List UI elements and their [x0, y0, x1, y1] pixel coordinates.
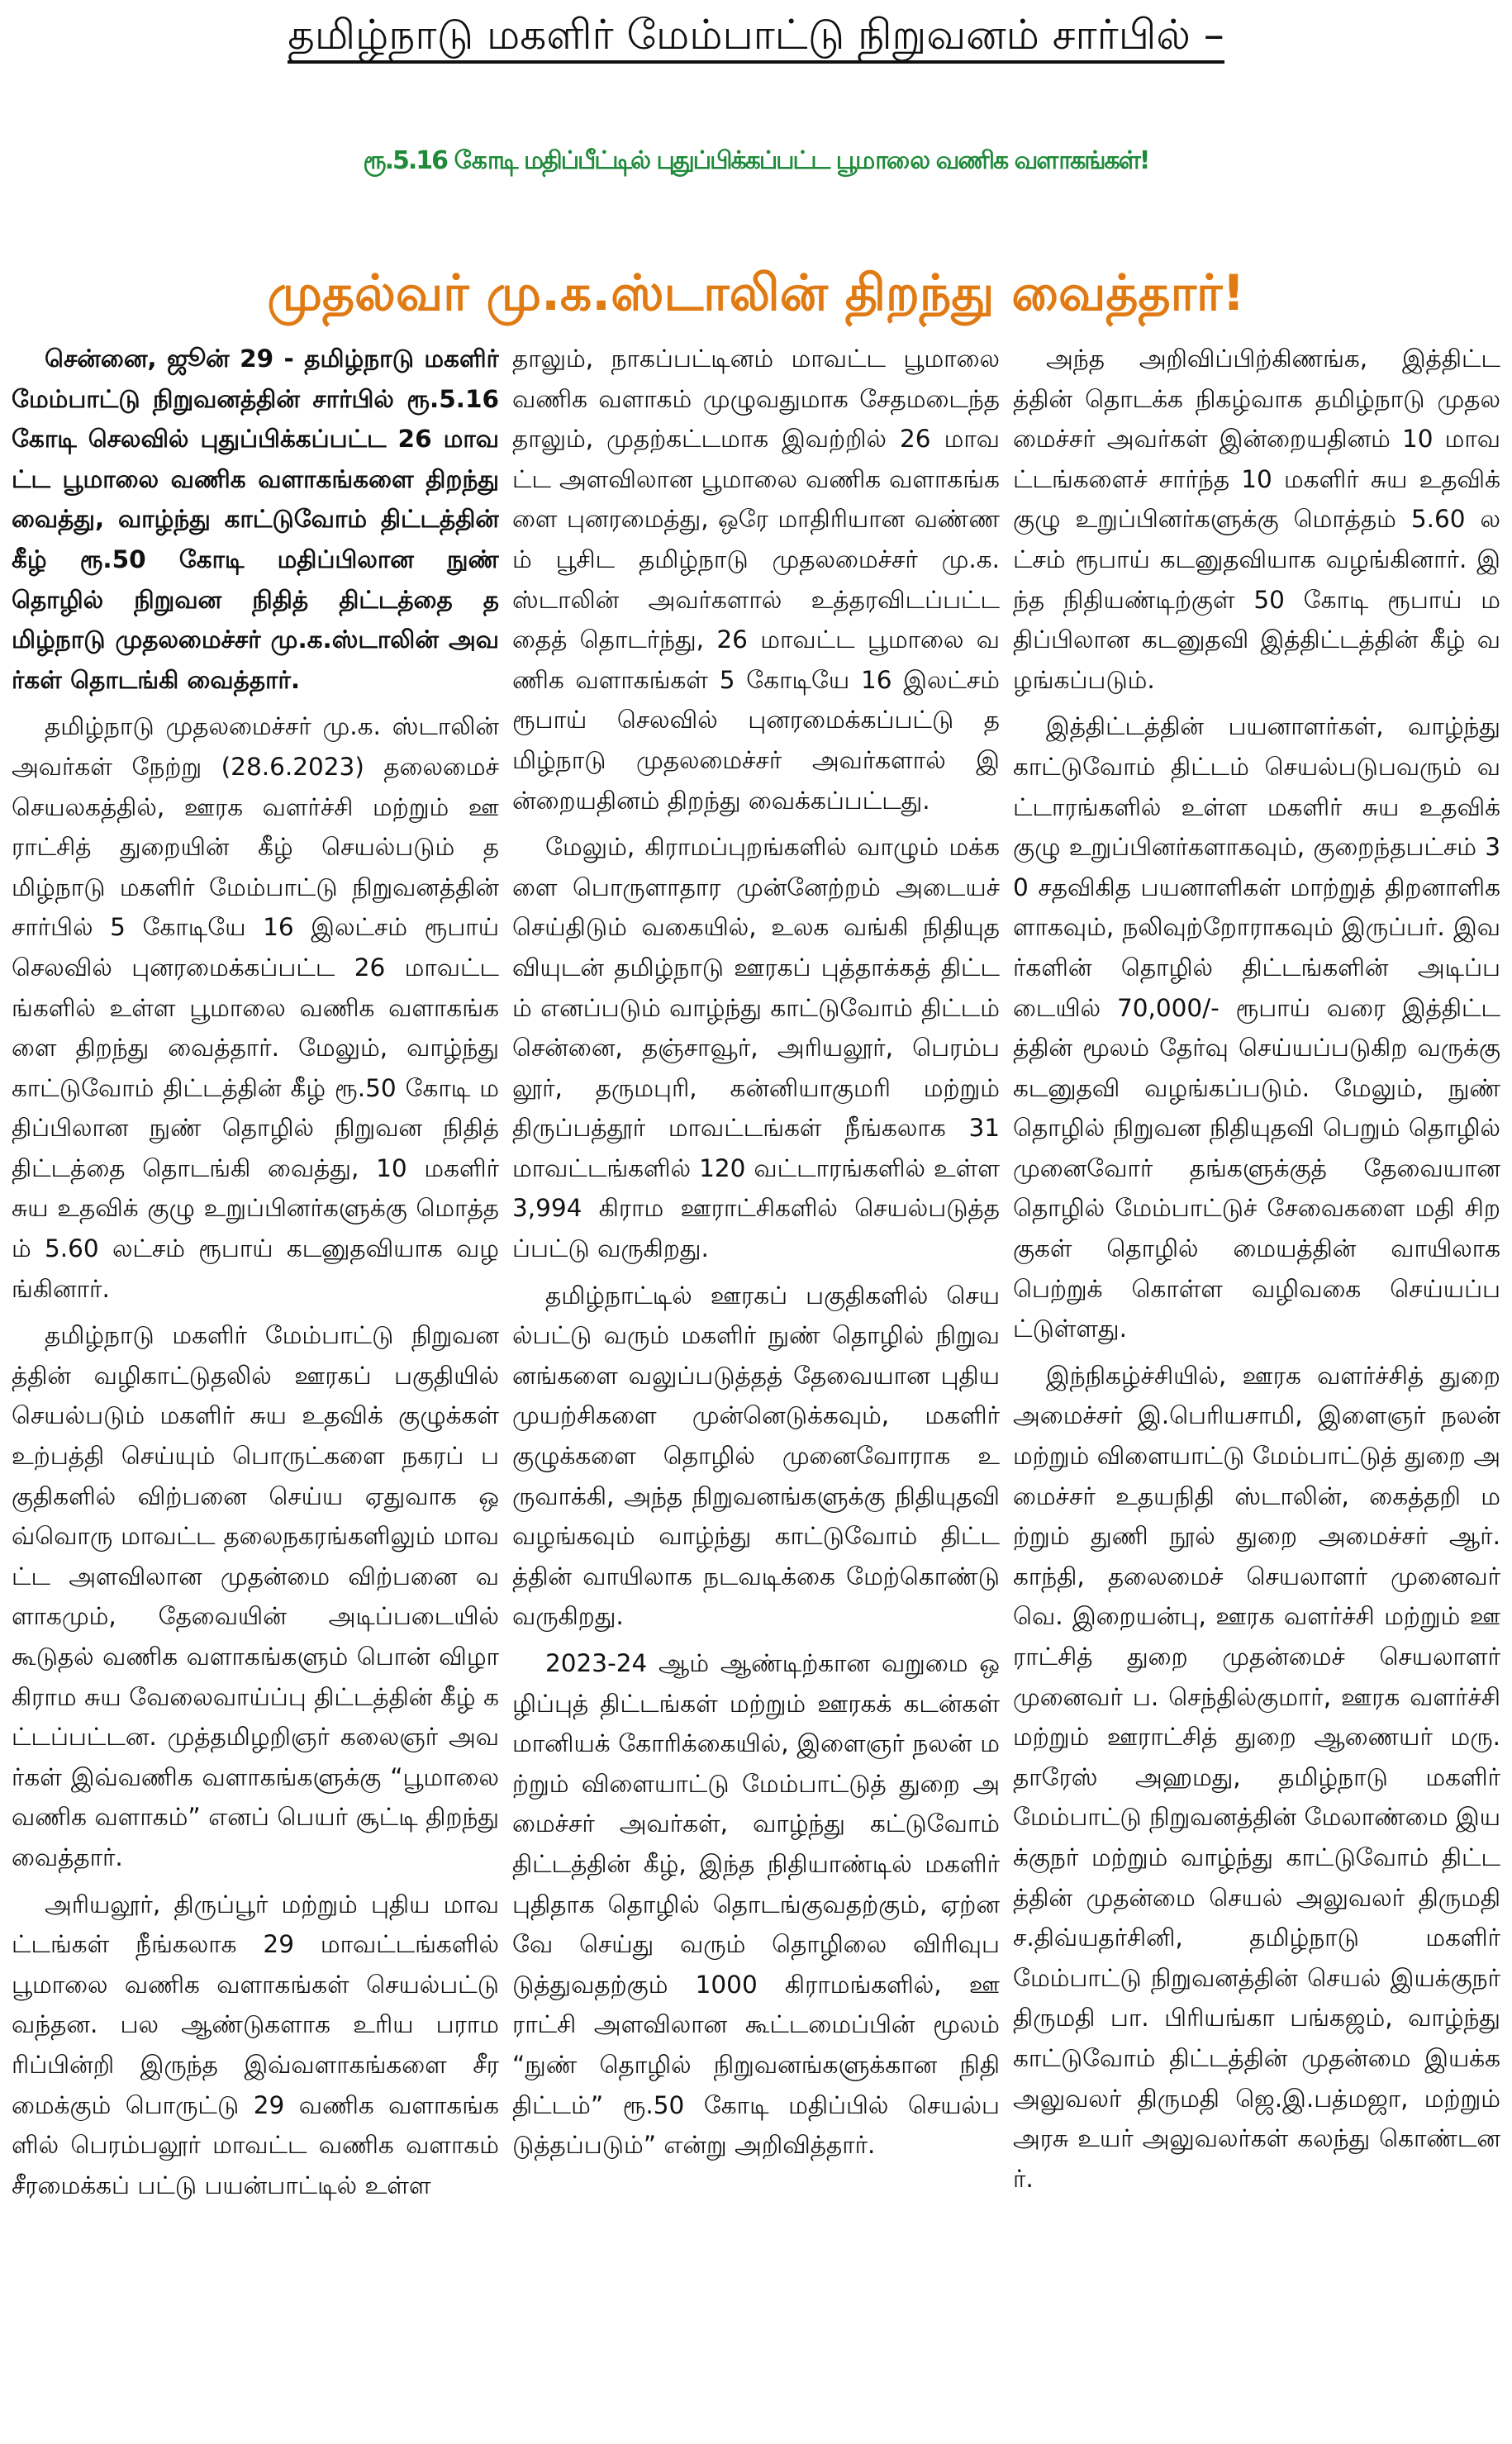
column-2 [512, 339, 1000, 2437]
kicker-line [0, 7, 1512, 63]
paragraph: தாலும், நாகப்பட்டினம் மாவட்ட பூமாலை வணிக வளாகம் முழுவதுமாக சேதமடைந்ததாலும், முதற்கட்டமாக இவற்றில் 26 மாவட்ட அளவிலான பூமாலை வணிக வளாகங்களை புனரமைத்து, ஒரே மாதிரியான வண்ணம் பூசிட தமிழ்நாடு முதலமைச்சர் மு.க. ஸ்டாலின் அவர்களால் உத்தரவிடப்பட்டதைத் தொடர்ந்து, 26 மாவட்ட பூமாலை வணிக வளாகங்கள் 5 கோடியே 16 இலட்சம் ரூபாய் செலவில் புனரமைக்கப்பட்டு தமிழ்நாடு முதலமைச்சர் அவர்களால் இன்றையதினம் திறந்து வைக்கப்பட்டது. [512, 345, 1000, 815]
kicker-text: தமிழ்நாடு மகளிர் மேம்பாட்டு நிறுவனம் சார்பில் – [288, 11, 1224, 64]
paragraph: தமிழ்நாட்டில் ஊரகப் பகுதிகளில் செயல்பட்டு வரும் மகளிர் நுண் தொழில் நிறுவனங்களை வலுப்படுத்தத் தேவையான புதிய முயற்சிகளை முன்னெடுக்கவும், மகளிர் குழுக்களை தொழில் முனைவோராக உருவாக்கி, அந்த நிறுவனங்களுக்கு நிதியுதவி வழங்கவும் வாழ்ந்து காட்டுவோம் திட்டத்தின் வாயிலாக நடவடிக்கை மேற்கொண்டு வருகிறது. [512, 1281, 1000, 1631]
paragraph: 2023-24 ஆம் ஆண்டிற்கான வறுமை ஒழிப்புத் திட்டங்கள் மற்றும் ஊரகக் கடன்கள் மானியக் கோரிக்கையில், இளைஞர் நலன் மற்றும் விளையாட்டு மேம்பாட்டுத் துறை அமைச்சர் அவர்கள், வாழ்ந்து கட்டுவோம் திட்டத்தின் கீழ், இந்த நிதியாண்டில் மகளிர் புதிதாக தொழில் தொடங்குவதற்கும், ஏற்னவே செய்து வரும் தொழிலை விரிவுபடுத்துவதற்கும் 1000 கிராமங்களில், ஊராட்சி அளவிலான கூட்டமைப்பின் மூலம் “நுண் தொழில் நிறுவனங்களுக்கான நிதி திட்டம்” ரூ.50 கோடி மதிப்பில் செயல்படுத்தப்படும்” என்று அறிவித்தார். [512, 1649, 1000, 2160]
paragraph: இத்திட்டத்தின் பயனாளர்கள், வாழ்ந்து காட்டுவோம் திட்டம் செயல்படுபவரும் வட்டாரங்களில் உள்ள மகளிர் சுய உதவிக் குழு உறுப்பினர்களாகவும், குறைந்தபட்சம் 30 சதவிகித பயனாளிகள் மாற்றுத் திறனாளிகளாகவும், நலிவுற்றோராகவும் இருப்பர். இவர்களின் தொழில் திட்டங்களின் அடிப்படையில் 70,000/- ரூபாய் வரை இத்திட்டத்தின் மூலம் தேர்வு செய்யப்படுகிற வருக்கு கடனுதவி வழங்கப்படும். மேலும், நுண் தொழில் நிறுவன நிதியுதவி பெறும் தொழில் முனைவோர் தங்களுக்குத் தேவையான தொழில் மேம்பாட்டுச் சேவைகளை மதி சிறகுகள் தொழில் மையத்தின் வாயிலாக பெற்றுக் கொள்ள வழிவகை செய்யப்பட்டுள்ளது. [1013, 712, 1500, 1343]
dateline: சென்னை, ஜூன் 29 - [45, 345, 294, 373]
column-1 [12, 339, 499, 2437]
lead-paragraph [12, 339, 499, 700]
paragraph: தமிழ்நாடு மகளிர் மேம்பாட்டு நிறுவனத்தின் வழிகாட்டுதலில் ஊரகப் பகுதியில் செயல்படும் மகளிர் சுய உதவிக் குழுக்கள் உற்பத்தி செய்யும் பொருட்களை நகரப் பகுதிகளில் விற்பனை செய்ய ஏதுவாக ஒவ்வொரு மாவட்ட தலைநகரங்களிலும் மாவட்ட அளவிலான முதன்மை விற்பனை வளாகமும், தேவையின் அடிப்படையில் கூடுதல் வணிக வளாகங்களும் பொன் விழா கிராம சுய வேலைவாய்ப்பு திட்டத்தின் கீழ் கட்டப்பட்டன. முத்தமிழறிஞர் கலைஞர் அவர்கள் இவ்வணிக வளாகங்களுக்கு “பூமாலை வணிக வளாகம்” எனப் பெயர் சூட்டி திறந்து வைத்தார். [12, 1321, 499, 1871]
headline: ரூ.5.16 கோடி மதிப்பீட்டில் புதுப்பிக்கப்பட்ட பூமாலை வணிக வளாகங்கள்! [363, 146, 1149, 175]
paragraph: மேலும், கிராமப்புறங்களில் வாழும் மக்களை பொருளாதார முன்னேற்றம் அடையச் செய்திடும் வகையில், உலக வங்கி நிதியுதவியுடன் தமிழ்நாடு ஊரகப் புத்தாக்கத் திட்டம் எனப்படும் வாழ்ந்து காட்டுவோம் திட்டம் சென்னை, தஞ்சாவூர், அரியலூர், பெரம்பலூர், தருமபுரி, கன்னியாகுமரி மற்றும் திருப்பத்தூர் மாவட்டங்கள் நீங்கலாக 31 மாவட்டங்களில் 120 வட்டாரங்களில் உள்ள 3,994 கிராம ஊராட்சிகளில் செயல்படுத்தப்பட்டு வருகிறது. [512, 833, 1000, 1263]
paragraph: அந்த அறிவிப்பிற்கிணங்க, இத்திட்டத்தின் தொடக்க நிகழ்வாக தமிழ்நாடு முதலமைச்சர் அவர்கள் இன்றையதினம் 10 மாவட்டங்களைச் சார்ந்த 10 மகளிர் சுய உதவிக் குழு உறுப்பினர்களுக்கு மொத்தம் 5.60 லட்சம் ரூபாய் கடனுதவியாக வழங்கினார். இந்த நிதியண்டிற்குள் 50 கோடி ரூபாய் மதிப்பிலான கடனுதவி இத்திட்டத்தின் கீழ் வழங்கப்படும். [1013, 345, 1500, 694]
paragraph: அரியலூர், திருப்பூர் மற்றும் புதிய மாவட்டங்கள் நீங்கலாக 29 மாவட்டங்களில் பூமாலை வணிக வளாகங்கள் செயல்பட்டு வந்தன. பல ஆண்டுகளாக உரிய பராமரிப்பின்றி இருந்த இவ்வளாகங்களை சீரமைக்கும் பொருட்டு 29 வணிக வளாகங்களில் பெரம்பலூர் மாவட்ட வணிக வளாகம் சீரமைக்கப் பட்டு பயன்பாட்டில் உள்ள [12, 1890, 499, 2199]
paragraph: இந்நிகழ்ச்சியில், ஊரக வளர்ச்சித் துறை அமைச்சர் இ.பெரியசாமி, இளைஞர் நலன் மற்றும் விளையாட்டு மேம்பாட்டுத் துறை அமைச்சர் உதயநிதி ஸ்டாலின், கைத்தறி மற்றும் துணி நூல் துறை அமைச்சர் ஆர். காந்தி, தலைமைச் செயலாளர் முனைவர் வெ. இறையன்பு, ஊரக வளர்ச்சி மற்றும் ஊராட்சித் துறை முதன்மைச் செயலாளர் முனைவர் ப. செந்தில்குமார், ஊரக வளர்ச்சி மற்றும் ஊராட்சித் துறை ஆணையர் மரு. தாரேஸ் அஹமது, தமிழ்நாடு மகளிர் மேம்பாட்டு நிறுவனத்தின் மேலாண்மை இயக்குநர் மற்றும் வாழ்ந்து காட்டுவோம் திட்டத்தின் முதன்மை செயல் அலுவலர் திருமதி ச.திவ்யதர்சினி, தமிழ்நாடு மகளிர் மேம்பாட்டு நிறுவனத்தின் செயல் இயக்குநர் திருமதி பா. பிரியங்கா பங்கஜம், வாழ்ந்து காட்டுவோம் திட்டத்தின் முதன்மை இயக்க அலுவலர் திருமதி ஜெ.இ.பத்மஜா, மற்றும் அரசு உயர் அலுவலர்கள் கலந்து கொண்டனர். [1013, 1361, 1500, 2193]
article-body [12, 339, 1500, 2437]
column-3 [1013, 339, 1500, 2437]
paragraph: தமிழ்நாடு முதலமைச்சர் மு.க. ஸ்டாலின் அவர்கள் நேற்று (28.6.2023) தலைமைச் செயலகத்தில், ஊரக வளர்ச்சி மற்றும் ஊராட்சித் துறையின் கீழ் செயல்படும் தமிழ்நாடு மகளிர் மேம்பாட்டு நிறுவனத்தின் சார்பில் 5 கோடியே 16 இலட்சம் ரூபாய் செலவில் புனரமைக்கப்பட்ட 26 மாவட்டங்களில் உள்ள பூமாலை வணிக வளாகங்களை திறந்து வைத்தார். மேலும், வாழ்ந்து காட்டுவோம் திட்டத்தின் கீழ் ரூ.50 கோடி மதிப்பிலான நுண் தொழில் நிறுவன நிதித் திட்டத்தை தொடங்கி வைத்து, 10 மகளிர் சுய உதவிக் குழு உறுப்பினர்களுக்கு மொத்தம் 5.60 லட்சம் ரூபாய் கடனுதவியாக வழங்கினார். [12, 712, 499, 1303]
lead-text: தமிழ்நாடு மகளிர் மேம்பாட்டு நிறுவனத்தின் சார்பில் ரூ.5.16 கோடி செலவில் புதுப்பிக்கப்பட்ட 26 மாவட்ட பூமாலை வணிக வளாகங்களை திறந்து வைத்து, வாழ்ந்து காட்டுவோம் திட்டத்தின் கீழ் ரூ.50 கோடி மதிப்பிலான நுண் தொழில் நிறுவன நிதித் திட்டத்தை தமிழ்நாடு முதலமைச்சர் மு.க.ஸ்டாலின் அவர்கள் தொடங்கி வைத்தார். [12, 345, 499, 694]
subheadline: முதல்வர் மு.க.ஸ்டாலின் திறந்து வைத்தார்! [267, 264, 1245, 322]
